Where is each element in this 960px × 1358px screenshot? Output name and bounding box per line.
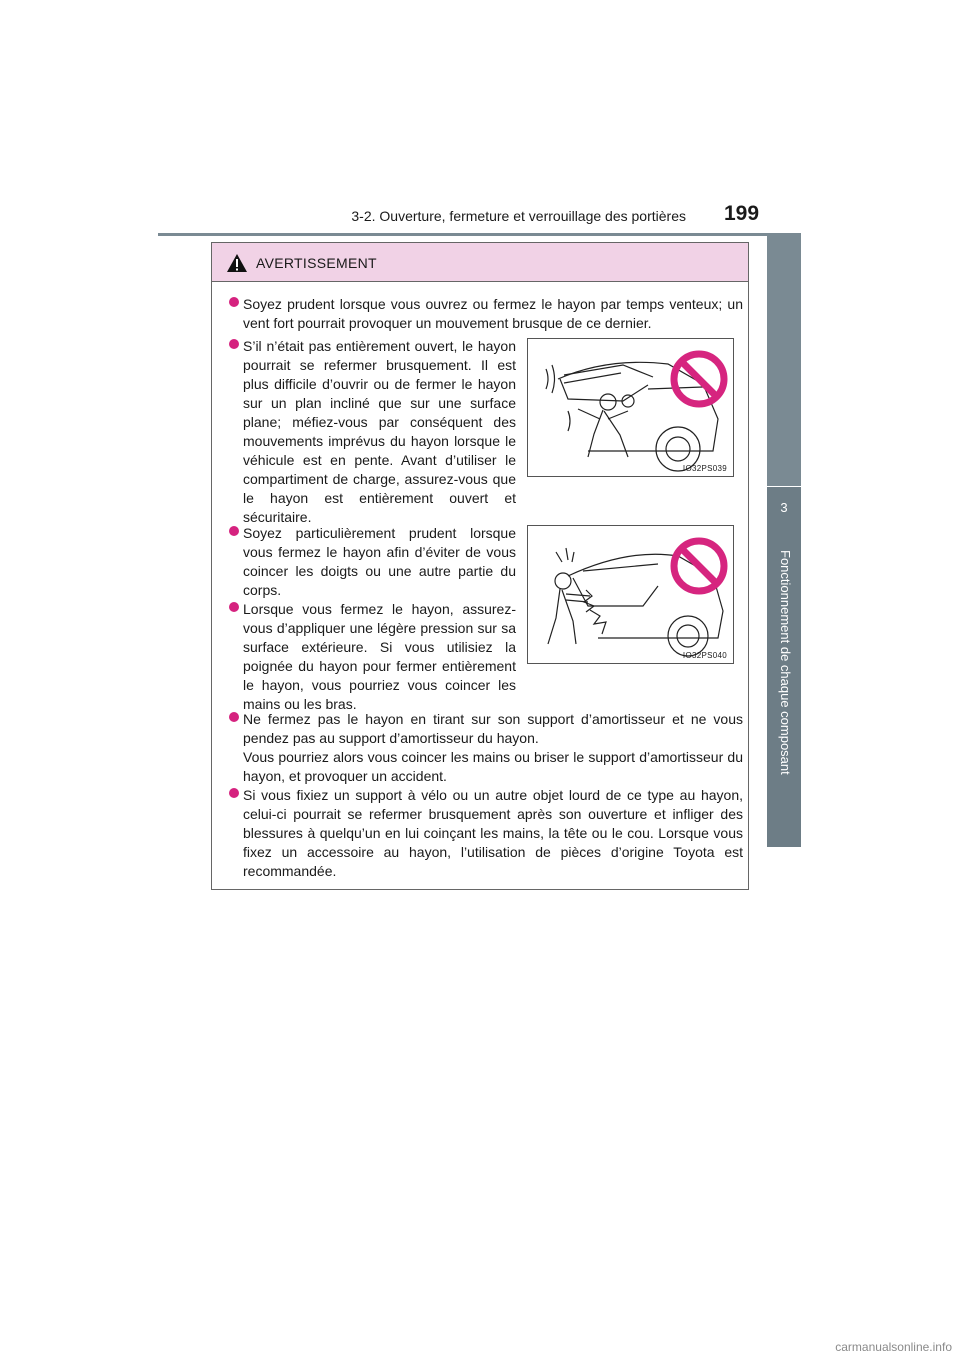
warning-item-slope (243, 337, 516, 527)
warning-item-pressure (243, 600, 516, 714)
bullet-icon (229, 712, 239, 722)
bullet-icon (229, 339, 239, 349)
prohibition-icon (669, 349, 729, 409)
bullet-icon (229, 297, 239, 307)
warning-text: Ne fermez pas le hayon en tirant sur son support d’amortisseur et ne vous pendez pas au support d’amortisseur du hayon. (243, 711, 743, 746)
bullet-icon (229, 788, 239, 798)
bullet-icon (229, 602, 239, 612)
warning-triangle-icon (226, 253, 248, 273)
warning-text: S’il n’était pas entièrement ouvert, le hayon pourrait se refermer brusquement. Il est plus difficile d’ouvrir ou de fermer le hayon sur un plan incliné que sur une surface plane; méfiez-vous par conséquent des mouvements imprévus du hayon lorsque le véhicule est en pente. Avant d’utiliser le compartiment de charge, assurez-vous que le hayon est entièrement ouvert et sécuritaire. (243, 338, 516, 525)
warning-header (212, 243, 748, 282)
warning-item-wind (243, 295, 743, 333)
header-rule (158, 233, 801, 236)
chapter-label: Fonctionnement de chaque composant (778, 550, 793, 775)
figure-caption: IO32PS039 (682, 464, 727, 473)
figure-open-tailgate-on-slope (527, 338, 734, 477)
warning-title: AVERTISSEMENT (256, 255, 377, 271)
chapter-number: 3 (780, 500, 788, 515)
warning-text: Soyez particulièrement prudent lorsque vous fermez le hayon afin d’éviter de vous coincer les doigts ou une autre partie du corps. (243, 525, 516, 598)
warning-text: Soyez prudent lorsque vous ouvrez ou fermez le hayon par temps venteux; un vent fort pourrait provoquer un mouvement brusque de ce dernier. (243, 296, 743, 331)
prohibition-icon (669, 536, 729, 596)
warning-item-bike-rack (243, 786, 743, 881)
warning-item-damper (243, 710, 743, 786)
warning-text: Lorsque vous fermez le hayon, assurez-vous d’appliquer une légère pression sur sa surface extérieure. Si vous utilisiez la poignée du hayon pour fermer entièrement le hayon, vous pourriez vous coincer les mains ou les bras. (243, 601, 516, 712)
warning-box (211, 242, 749, 890)
warning-item-fingers (243, 524, 516, 600)
section-title: 3-2. Ouverture, fermeture et verrouillage des portières (351, 208, 686, 224)
bullet-icon (229, 526, 239, 536)
side-tab-upper (767, 236, 801, 486)
warning-text-continued: Vous pourriez alors vous coincer les mains ou briser le support d’amortisseur du hayon, et provoquer un accident. (243, 749, 743, 784)
watermark: carmanualsonline.info (835, 1340, 952, 1354)
warning-text: Si vous fixiez un support à vélo ou un autre objet lourd de ce type au hayon, celui-ci pourrait se refermer brusquement après son ouverture et infliger des blessures à quelqu’un en lui coinçant les mains, la tête ou le cou. Lorsque vous fixez un accessoire au hayon, l’utilisation de pièces d’origine Toyota est recommandée. (243, 787, 743, 879)
figure-caption: IO32PS040 (682, 651, 727, 660)
page-number: 199 (724, 202, 760, 225)
figure-hands-caught-in-tailgate (527, 525, 734, 664)
